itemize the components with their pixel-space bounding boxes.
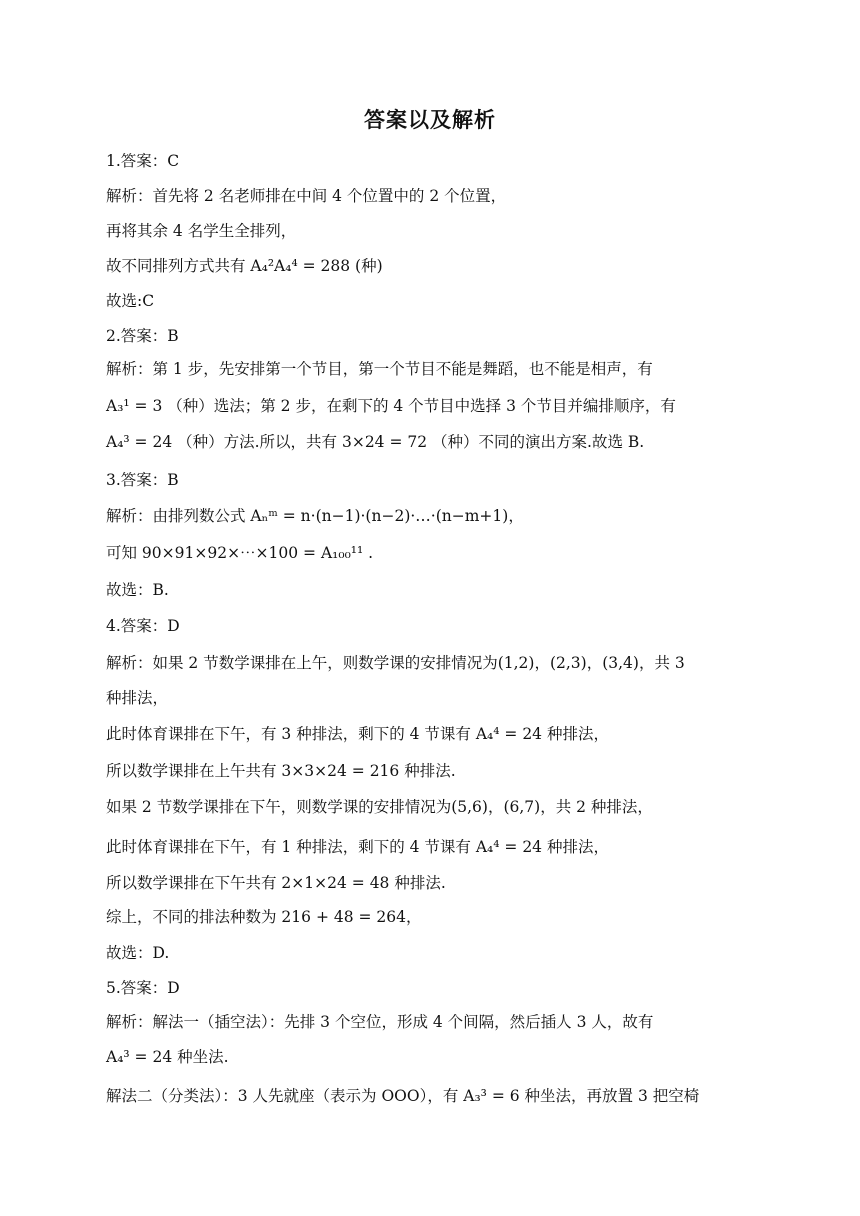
explanation-line: 解析：解法一（插空法）：先排 3 个空位，形成 4 个间隔，然后插人 3 人，故有 xyxy=(106,1013,654,1031)
explanation-line: 故选：B. xyxy=(106,581,169,599)
explanation-line: 故不同排列方式共有 A₄²A₄⁴ = 288 (种) xyxy=(106,257,383,275)
answer-3-heading: 3.答案：B xyxy=(106,471,179,489)
explanation-line: 此时体育课排在下午，有 3 种排法，剩下的 4 节课有 A₄⁴ = 24 种排法， xyxy=(106,725,609,743)
explanation-line: 解析：由排列数公式 Aₙᵐ = n·(n−1)·(n−2)·…·(n−m+1)， xyxy=(106,507,524,525)
explanation-line: 再将其余 4 名学生全排列， xyxy=(106,222,297,240)
explanation-line: 可知 90×91×92×⋯×100 = A₁₀₀¹¹ . xyxy=(106,544,374,562)
explanation-line: 解析：第 1 步，先安排第一个节目，第一个节目不能是舞蹈，也不能是相声，有 xyxy=(106,360,653,378)
answer-5-heading: 5.答案：D xyxy=(106,979,180,997)
explanation-line: 解析：首先将 2 名老师排在中间 4 个位置中的 2 个位置， xyxy=(106,187,507,205)
explanation-line: 故选:C xyxy=(106,292,155,310)
explanation-line: A₄³ = 24 （种）方法.所以，共有 3×24 = 72 （种）不同的演出方案.故选 B. xyxy=(106,433,645,451)
page-title: 答案以及解析 xyxy=(364,108,496,132)
explanation-line: 故选：D. xyxy=(106,944,170,962)
answer-2-heading: 2.答案：B xyxy=(106,327,179,345)
explanation-line: 所以数学课排在上午共有 3×3×24 = 216 种排法. xyxy=(106,762,456,780)
explanation-line: 解法二（分类法）：3 人先就座（表示为 OOO），有 A₃³ = 6 种坐法，再放置 3 把空椅 xyxy=(106,1087,700,1105)
answer-4-heading: 4.答案：D xyxy=(106,617,180,635)
explanation-line: A₄³ = 24 种坐法. xyxy=(106,1048,229,1066)
explanation-line: 解析：如果 2 节数学课排在上午，则数学课的安排情况为(1,2)，(2,3)，(3,4)，共 3 xyxy=(106,654,685,672)
explanation-line: 如果 2 节数学课排在下午，则数学课的安排情况为(5,6)，(6,7)，共 2 种排法， xyxy=(106,798,653,816)
explanation-line: 所以数学课排在下午共有 2×1×24 = 48 种排法. xyxy=(106,874,446,892)
answer-1-heading: 1.答案：C xyxy=(106,152,180,170)
explanation-line: 种排法， xyxy=(106,689,169,707)
explanation-line: 此时体育课排在下午，有 1 种排法，剩下的 4 节课有 A₄⁴ = 24 种排法， xyxy=(106,838,609,856)
explanation-line: 综上，不同的排法种数为 216 + 48 = 264， xyxy=(106,908,422,926)
explanation-line: A₃¹ = 3 （种）选法；第 2 步，在剩下的 4 个节目中选择 3 个节目并编排顺序，有 xyxy=(106,397,676,415)
